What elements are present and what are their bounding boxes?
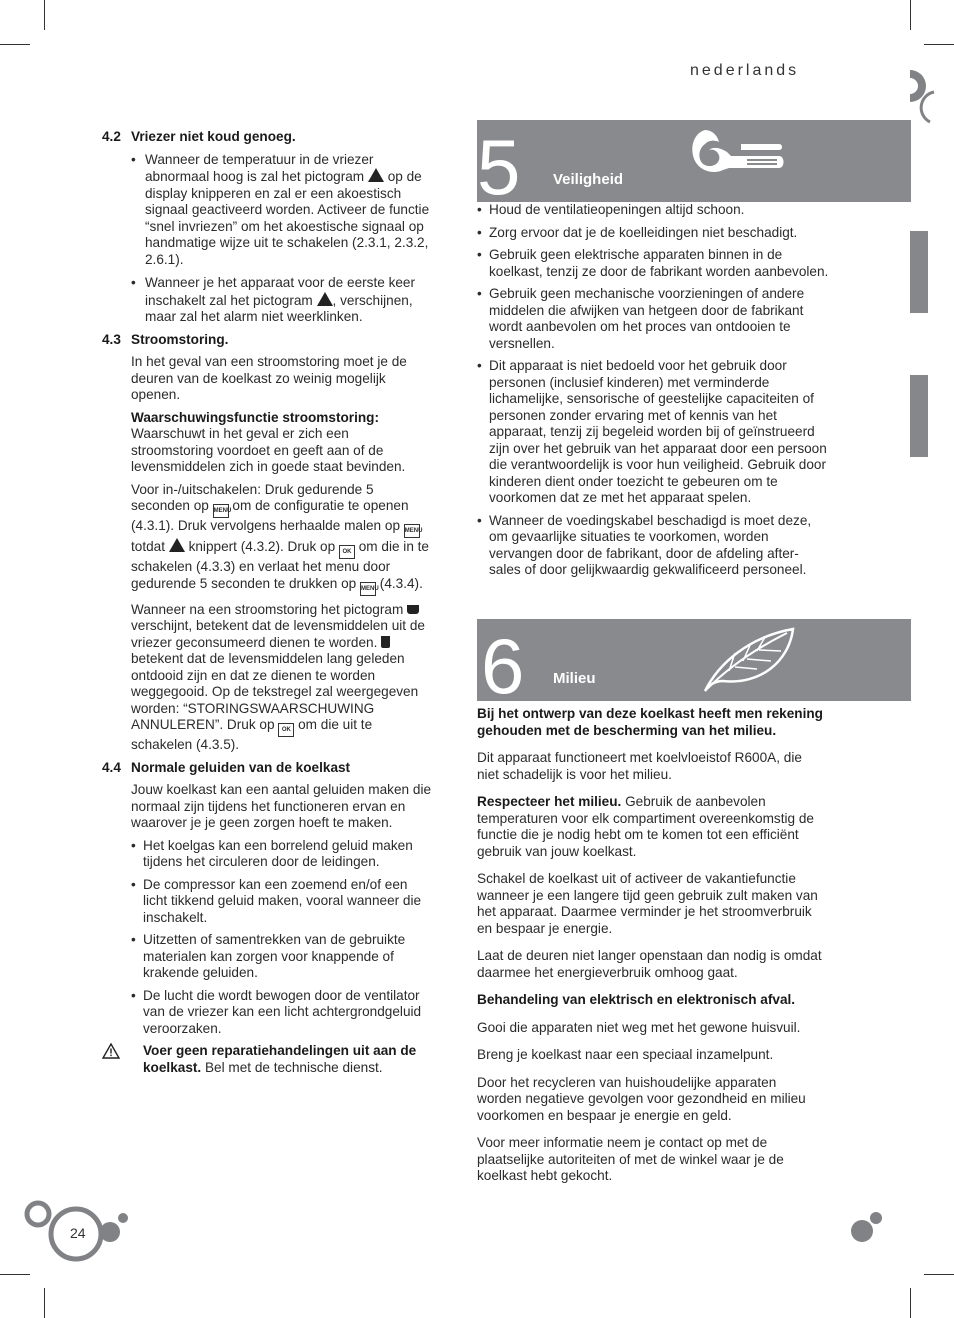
section-title: Milieu — [553, 670, 596, 687]
bullet-item: • Zorg ervoor dat je de koelleidingen niet beschadigt. — [477, 225, 829, 242]
paragraph: Respecteer het milieu. Gebruik de aanbevolen temperaturen voor elk compartiment overeenkomstig de functie die je nodig hebt om te komen tot een efficiënt gebruik van jouw koelkast. — [477, 794, 814, 859]
crop-mark — [910, 0, 911, 30]
decorative-circle-icon — [906, 64, 936, 126]
warning-triangle-icon — [317, 292, 333, 306]
crop-mark — [0, 44, 30, 45]
leaf-icon — [699, 623, 799, 695]
bullet-item: • Uitzetten of samentrekken van de gebruikte materialen kan zorgen voor knappende of krakende geluiden. — [131, 932, 432, 982]
bullet-item: • Wanneer de temperatuur in de vriezer abnormaal hoog is zal het pictogram op de display knipperen en zal er een akoestisch signaal geactiveerd worden. Activeer de functie “snel invriezen” om het akoestische signaal op handmatige wijze uit te schakelen (2.3.1, 2.3.2, 2.6.1). — [131, 152, 432, 269]
menu-button-icon: MENU — [404, 524, 420, 538]
subheading: Behandeling van elektrisch en elektronisch afval. — [477, 992, 796, 1007]
crop-mark — [910, 1288, 911, 1318]
bullet-item: • Dit apparaat is niet bedoeld voor het gebruik door personen (inclusief kinderen) met verminderde lichamelijke, sensorische of geestelijke capaciteiten of personen zonder ervaring met of kennis van het apparaat, tenzij zij begeleid worden bij of geïnstrueerd zijn over het gebruik van het apparaat door een persoon die verantwoordelijk is voor hun veiligheid. Gebruik door kinderen dient onder toezicht te gebeuren om te voorkomen dat ze met het apparaat spelen. — [477, 358, 829, 507]
crop-mark — [0, 1274, 30, 1275]
bullet-item: • Houd de ventilatieopeningen altijd schoon. — [477, 202, 829, 219]
paragraph: Schakel de koelkast uit of activeer de vakantiefunctie wanneer je een langere tijd geen gebruik zult maken van het apparaat. Daarmee verminder je het stroomverbruik en bespaar je energie. — [477, 871, 818, 936]
section-heading-4-4: 4.4 Normale geluiden van de koelkast — [102, 759, 351, 775]
bullet-item: • De lucht die wordt bewogen door de ventilator van de vriezer kan een licht achtergrondgeluid veroorzaken. — [131, 988, 432, 1038]
paragraph: Gooi die apparaten niet weg met het gewone huisvuil. — [477, 1019, 801, 1035]
paragraph: Jouw koelkast kan een aantal geluiden maken die normaal zijn tijdens het functioneren ervan en waarover je je geen zorgen hoeft te maken. — [131, 782, 432, 830]
ok-button-icon: OK — [339, 545, 355, 559]
cup-icon — [381, 636, 390, 648]
bullet-item: • Wanneer de voedingskabel beschadigd is moet deze, om gevaarlijke situaties te voorkomen, worden vervangen door de fabrikant, door de afdeling after-sales of door gelijkwaardig gekwalificeerd personeel. — [477, 513, 829, 579]
pot-icon — [407, 605, 419, 614]
menu-button-icon: MENU — [360, 582, 376, 596]
section-heading-4-2: 4.2 Vriezer niet koud genoeg. — [102, 129, 296, 144]
bullet-item: • Gebruik geen mechanische voorzieningen of andere middelen die afwijken van hetgeen door de fabrikant wordt aanbevolen om het proces van ontdooien te versnellen. — [477, 286, 829, 352]
paragraph: Voor meer informatie neem je contact op met de plaatselijke autoriteiten of met de winkel waar je de koelkast hebt gekocht. — [477, 1135, 784, 1183]
language-label: nederlands — [690, 62, 800, 79]
paragraph: Door het recycleren van huishoudelijke apparaten worden negatieve gevolgen voor gezondheid en milieu voorkomen en bespaar je energie en geld. — [477, 1074, 806, 1123]
warning-triangle-icon — [169, 538, 185, 552]
paragraph: Waarschuwt in het geval er zich een stroomstoring voordoet en geeft aan of de levensmiddelen zich in goede staat bevinden. — [131, 426, 406, 474]
section-number: 5 — [477, 123, 521, 211]
safety-list — [477, 202, 829, 579]
section-number: 6 — [481, 622, 525, 710]
section-heading-4-3: 4.3 Stroomstoring. — [102, 331, 229, 347]
side-tab — [910, 231, 928, 313]
section-title: Veiligheid — [553, 171, 624, 188]
warning-triangle-icon — [368, 168, 384, 182]
wrench-icon — [687, 124, 787, 198]
bullet-item: • Wanneer je het apparaat voor de eerste keer inschakelt zal het pictogram , verschijnen, maar zal het alarm niet weerklinken. — [131, 275, 432, 326]
paragraph: In het geval van een stroomstoring moet je de deuren van de koelkast zo weinig mogelijk openen. — [131, 354, 407, 402]
paragraph: Breng je koelkast naar een speciaal inzamelpunt. — [477, 1047, 774, 1062]
intro-bold: Bij het ontwerp van deze koelkast heeft men rekening gehouden met de bescherming van het milieu. — [477, 706, 823, 738]
crop-mark — [924, 1274, 954, 1275]
left-column — [102, 129, 432, 1076]
paragraph: Wanneer na een stroomstoring het pictogram verschijnt, betekent dat de levensmiddelen uit de vriezer geconsumeerd dienen te worden. betekent dat de levensmiddelen lang geleden ontdooid zijn en dat ze dienen te worden weggegooid. Op de tekstregel zal weergegeven worden: “STORINGSWAARSCHUWING ANNULEREN”. Druk op OK om die uit te schakelen (4.3.5). — [131, 601, 425, 752]
bullet-item: • Het koelgas kan een borrelend geluid maken tijdens het circuleren door de leidingen. — [131, 838, 432, 871]
bullet-item: • Gebruik geen elektrische apparaten binnen in de koelkast, tenzij ze door de fabrikant worden aanbevolen. — [477, 247, 829, 280]
environment-text — [477, 706, 823, 1185]
warning-outline-icon — [102, 1043, 120, 1059]
subheading: Waarschuwingsfunctie stroomstoring: — [131, 409, 379, 425]
menu-button-icon: MENU — [213, 504, 229, 518]
paragraph: Dit apparaat functioneert met koelvloeistof R600A, die niet schadelijk is voor het milieu. — [477, 750, 802, 782]
decorative-dots-icon — [848, 1208, 884, 1244]
section-banner-milieu — [477, 619, 911, 710]
side-tab — [910, 375, 928, 457]
ok-button-icon: OK — [278, 723, 294, 737]
paragraph: Voor in-/uitschakelen: Druk gedurende 5 seconden op MENU om de configuratie te openen (4.3.1). Druk vervolgens herhaalde malen op MENU totdat knippert (4.3.2). Druk op OK om die in te schakelen (4.3.3) en verlaat het menu door gedurende 5 seconden te drukken op MENU (4.3.4). — [131, 482, 432, 596]
crop-mark — [44, 1288, 45, 1318]
warning-note: Voer geen reparatiehandelingen uit aan de koelkast. Bel met de technische dienst. — [102, 1043, 432, 1076]
paragraph: Laat de deuren niet langer openstaan dan nodig is omdat daarmee het energieverbruik omhoog gaat. — [477, 948, 822, 980]
crop-mark — [924, 44, 954, 45]
page-number: 24 — [70, 1225, 86, 1241]
crop-mark — [44, 0, 45, 30]
bullet-item: • De compressor kan een zoemend en/of een licht tikkend geluid maken, vooral wanneer die inschakelt. — [131, 877, 432, 927]
